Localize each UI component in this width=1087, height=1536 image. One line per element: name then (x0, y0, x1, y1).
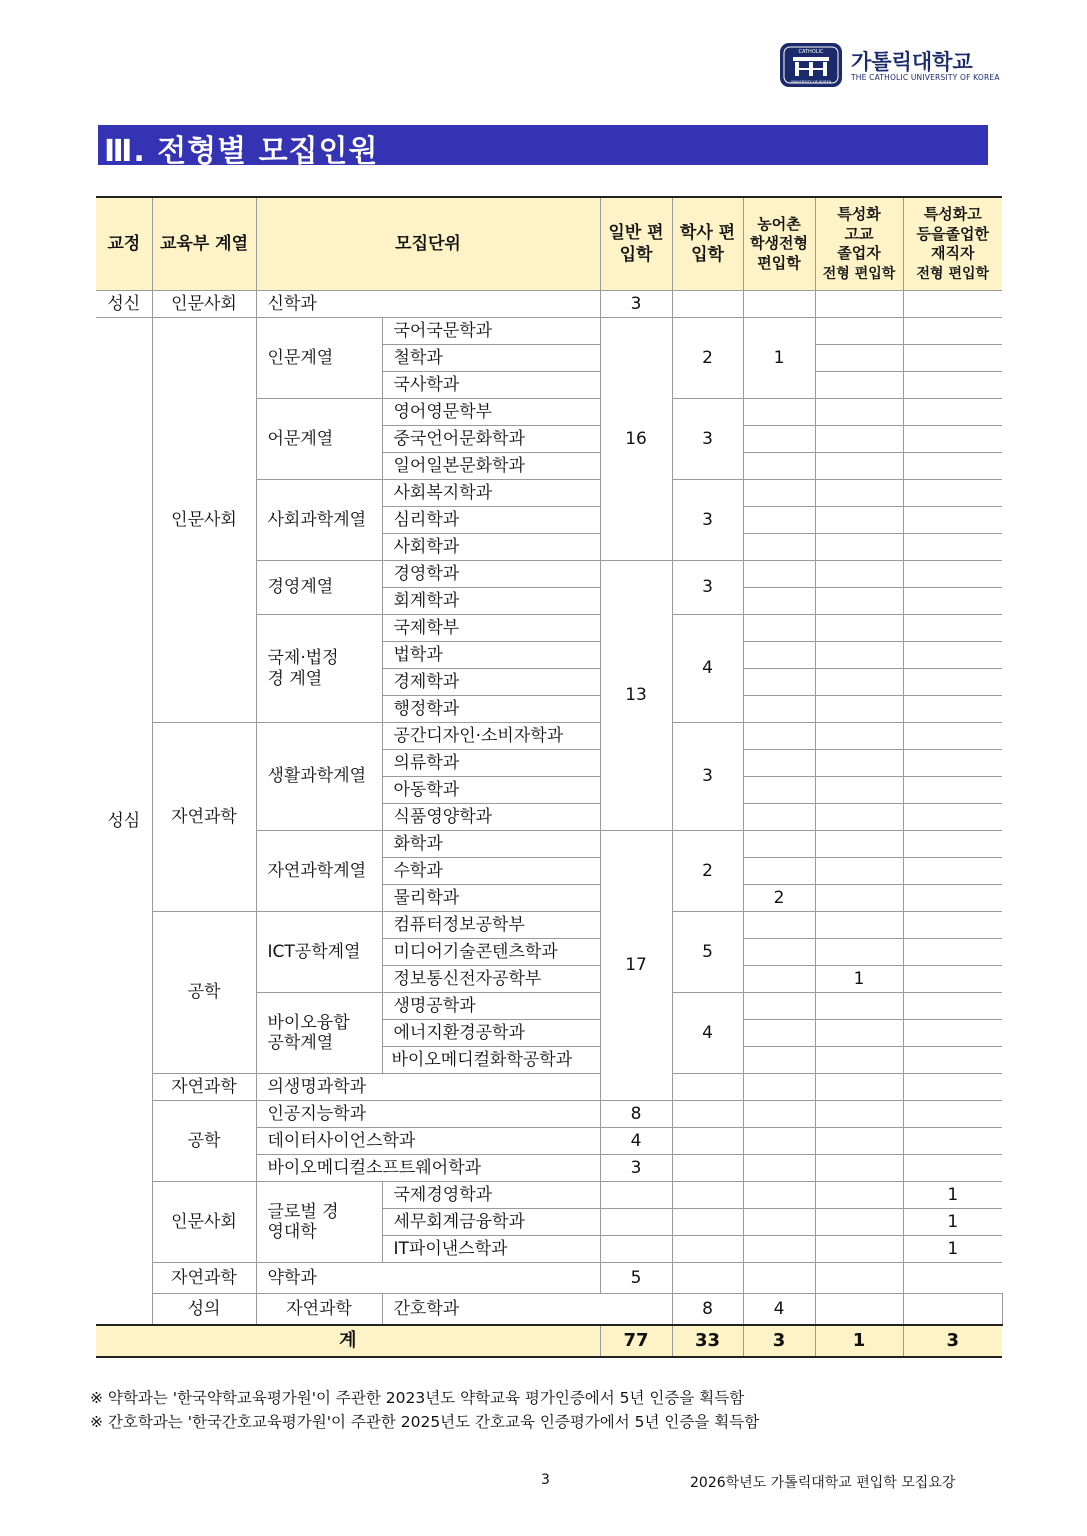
value-cell (815, 939, 903, 966)
value-cell: 4 (600, 1128, 672, 1155)
dept-cell: 의류학과 (382, 750, 600, 777)
value-cell (815, 885, 903, 912)
value-cell (903, 669, 1002, 696)
value-cell (672, 1155, 743, 1182)
value-cell: 4 (672, 615, 743, 723)
campus-cell: 성의 (152, 1294, 256, 1326)
dept-cell: 경제학과 (382, 669, 600, 696)
value-cell (903, 426, 1002, 453)
value-cell (903, 507, 1002, 534)
value-cell (815, 480, 903, 507)
value-cell (743, 1155, 815, 1182)
value-cell (903, 1128, 1002, 1155)
header-rural-line2: 학생전형 (750, 234, 808, 253)
value-cell: 17 (600, 831, 672, 1101)
dept-cell: 식품영양학과 (382, 804, 600, 831)
value-cell (743, 588, 815, 615)
value-cell (815, 750, 903, 777)
dept-cell: 미디어기술콘텐츠학과 (382, 939, 600, 966)
table-row (96, 1263, 1002, 1294)
dept-cell: 공간디자인·소비자학과 (382, 723, 600, 750)
footnote-pharmacy: ※ 약학과는 '한국약학교육평가원'이 주관한 2023년도 약학교육 평가인증에서 5년 인증을 획득함 (90, 1389, 745, 1407)
recruitment-table (96, 196, 1002, 1358)
value-cell (743, 858, 815, 885)
page-number: 3 (541, 1472, 550, 1488)
value-cell (815, 345, 903, 372)
dept-cell: 생명공학과 (382, 993, 600, 1020)
value-cell: 8 (600, 1101, 672, 1128)
total-employed: 3 (903, 1325, 1002, 1357)
value-cell (815, 291, 903, 318)
value-cell (672, 1263, 743, 1294)
field-cell: 자연과학 (152, 1263, 256, 1294)
dept-cell: 국제경영학과 (382, 1182, 600, 1209)
value-cell (743, 1236, 815, 1263)
value-cell (903, 399, 1002, 426)
value-cell (743, 453, 815, 480)
dept-cell: 국제학부 (382, 615, 600, 642)
dept-cell: 영어영문학부 (382, 399, 600, 426)
value-cell (743, 804, 815, 831)
value-cell (815, 669, 903, 696)
header-voc-line1: 특성화 (837, 205, 881, 223)
value-cell (815, 507, 903, 534)
value-cell (903, 777, 1002, 804)
value-cell (815, 426, 903, 453)
value-cell: 3 (600, 1155, 672, 1182)
dept-cell: 경영학과 (382, 561, 600, 588)
total-bachelor: 33 (672, 1325, 743, 1357)
value-cell (903, 480, 1002, 507)
campus-cell: 성심 (96, 318, 152, 1326)
table-row (96, 291, 1002, 318)
value-cell (743, 399, 815, 426)
university-seal-icon (779, 42, 843, 88)
value-cell (903, 642, 1002, 669)
value-cell (903, 858, 1002, 885)
value-cell (743, 1047, 815, 1074)
value-cell (815, 1209, 903, 1236)
value-cell (672, 1128, 743, 1155)
dept-cell: 물리학과 (382, 885, 600, 912)
value-cell: 13 (600, 561, 672, 831)
dept-cell: 철학과 (382, 345, 600, 372)
header-bachelor-transfer: 학사 편입학 (672, 197, 743, 291)
value-cell (903, 1047, 1002, 1074)
total-row (96, 1325, 1002, 1357)
university-logo (779, 42, 1000, 88)
value-cell (903, 750, 1002, 777)
value-cell (672, 1182, 743, 1209)
value-cell (743, 291, 815, 318)
dept-cell: 국어국문학과 (382, 318, 600, 345)
value-cell (903, 1155, 1002, 1182)
table-row (96, 1294, 1002, 1326)
value-cell (743, 615, 815, 642)
value-cell (815, 318, 903, 345)
value-cell (743, 1020, 815, 1047)
value-cell: 1 (903, 1182, 1002, 1209)
dept-cell: 회계학과 (382, 588, 600, 615)
section-title-banner (98, 125, 988, 169)
value-cell (600, 1209, 672, 1236)
table-row (96, 318, 1002, 345)
university-name-korean: 가톨릭대학교 (851, 50, 973, 74)
value-cell: 5 (672, 912, 743, 993)
dept-cell: 사회복지학과 (382, 480, 600, 507)
value-cell: 3 (672, 561, 743, 615)
total-general: 77 (600, 1325, 672, 1357)
header-emp-line4: 전형 편입학 (916, 265, 990, 282)
value-cell (815, 831, 903, 858)
value-cell (815, 1047, 903, 1074)
group-cell: 자연과학계열 (256, 831, 382, 912)
dept-cell: 세무회계금융학과 (382, 1209, 600, 1236)
footnotes (90, 1386, 759, 1434)
dept-cell: 의생명과학과 (256, 1074, 600, 1101)
value-cell (743, 1209, 815, 1236)
header-employed-graduate (903, 197, 1002, 291)
dept-cell: IT파이낸스학과 (382, 1236, 600, 1263)
value-cell (903, 1074, 1002, 1101)
dept-cell: 바이오메디컬화학공학과 (382, 1047, 600, 1074)
group-cell: 사회과학계열 (256, 480, 382, 561)
value-cell: 3 (600, 291, 672, 318)
value-cell (743, 1101, 815, 1128)
value-cell (743, 777, 815, 804)
value-cell (672, 1236, 743, 1263)
value-cell (743, 534, 815, 561)
dept-cell: 컴퓨터정보공학부 (382, 912, 600, 939)
table-row (96, 1101, 1002, 1128)
value-cell (743, 642, 815, 669)
value-cell (743, 480, 815, 507)
field-cell: 자연과학 (256, 1294, 382, 1326)
dept-cell: 국사학과 (382, 372, 600, 399)
dept-cell: 신학과 (256, 291, 600, 318)
field-cell: 인문사회 (152, 318, 256, 723)
total-label: 계 (96, 1325, 600, 1357)
seal-text: CATHOLIC (798, 49, 824, 55)
value-cell: 1 (743, 318, 815, 399)
value-cell (903, 372, 1002, 399)
value-cell (743, 1074, 815, 1101)
dept-cell: 심리학과 (382, 507, 600, 534)
dept-cell: 사회학과 (382, 534, 600, 561)
value-cell (903, 723, 1002, 750)
dept-cell: 법학과 (382, 642, 600, 669)
value-cell (743, 750, 815, 777)
value-cell (600, 1182, 672, 1209)
table-row (96, 1074, 1002, 1101)
value-cell (903, 345, 1002, 372)
value-cell (815, 1101, 903, 1128)
value-cell (815, 399, 903, 426)
value-cell (903, 912, 1002, 939)
value-cell: 1 (903, 1236, 1002, 1263)
value-cell (743, 1128, 815, 1155)
value-cell (815, 1155, 903, 1182)
value-cell (743, 669, 815, 696)
svg-text:UNIVERSITY OF KOREA: UNIVERSITY OF KOREA (790, 80, 832, 84)
university-name-english: THE CATHOLIC UNIVERSITY OF KOREA (851, 73, 1000, 82)
value-cell (815, 858, 903, 885)
group-cell: 생활과학계열 (256, 723, 382, 831)
value-cell (815, 1263, 903, 1294)
total-rural: 3 (743, 1325, 815, 1357)
dept-cell: 에너지환경공학과 (382, 1020, 600, 1047)
group-cell: ICT공학계열 (256, 912, 382, 993)
value-cell: 5 (600, 1263, 672, 1294)
value-cell (903, 939, 1002, 966)
value-cell (815, 1294, 903, 1326)
value-cell (903, 453, 1002, 480)
header-emp-line3: 재직자 (931, 244, 975, 262)
value-cell (903, 966, 1002, 993)
value-cell (815, 534, 903, 561)
value-cell (903, 534, 1002, 561)
value-cell (672, 291, 743, 318)
group-cell: 어문계열 (256, 399, 382, 480)
value-cell: 3 (672, 723, 743, 831)
group-cell: 국제·법정경 계열 (256, 615, 382, 723)
value-cell (743, 507, 815, 534)
value-cell (743, 696, 815, 723)
value-cell (743, 966, 815, 993)
header-general-transfer: 일반 편입학 (600, 197, 672, 291)
value-cell: 1 (815, 966, 903, 993)
value-cell (903, 318, 1002, 345)
section-title: Ⅲ. 전형별 모집인원 (104, 134, 379, 169)
value-cell (743, 426, 815, 453)
group-cell: 글로벌 경영대학 (256, 1182, 382, 1263)
value-cell (743, 939, 815, 966)
value-cell (903, 831, 1002, 858)
field-cell: 자연과학 (152, 1074, 256, 1101)
value-cell (903, 561, 1002, 588)
header-emp-line1: 특성화고 (923, 205, 982, 223)
header-rural-line3: 편입학 (757, 253, 801, 272)
dept-cell: 인공지능학과 (256, 1101, 600, 1128)
value-cell (903, 696, 1002, 723)
value-cell (903, 1020, 1002, 1047)
value-cell (903, 885, 1002, 912)
field-cell: 자연과학 (152, 723, 256, 912)
value-cell: 3 (672, 480, 743, 561)
field-cell: 공학 (152, 1101, 256, 1182)
value-cell: 2 (743, 885, 815, 912)
value-cell: 4 (672, 993, 743, 1074)
dept-cell: 바이오메디컬소프트웨어학과 (256, 1155, 600, 1182)
value-cell (815, 1182, 903, 1209)
dept-cell: 약학과 (256, 1263, 600, 1294)
field-cell: 인문사회 (152, 291, 256, 318)
dept-cell: 간호학과 (382, 1294, 672, 1326)
table-header-row (96, 197, 1002, 291)
value-cell (903, 1263, 1002, 1294)
header-field: 교육부 계열 (152, 197, 256, 291)
value-cell: 4 (743, 1294, 815, 1326)
value-cell (903, 993, 1002, 1020)
value-cell: 16 (600, 318, 672, 561)
header-vocational-graduate (815, 197, 903, 291)
header-unit: 모집단위 (256, 197, 600, 291)
group-cell: 인문계열 (256, 318, 382, 399)
dept-cell: 데이터사이언스학과 (256, 1128, 600, 1155)
value-cell (743, 831, 815, 858)
value-cell (903, 1101, 1002, 1128)
table-row (96, 1182, 1002, 1209)
dept-cell: 정보통신전자공학부 (382, 966, 600, 993)
value-cell (743, 1182, 815, 1209)
value-cell (815, 453, 903, 480)
value-cell (903, 1294, 1002, 1326)
dept-cell: 화학과 (382, 831, 600, 858)
group-cell: 경영계열 (256, 561, 382, 615)
dept-cell: 아동학과 (382, 777, 600, 804)
value-cell (903, 615, 1002, 642)
value-cell (743, 1263, 815, 1294)
footnote-nursing: ※ 간호학과는 '한국간호교육평가원'이 주관한 2025년도 간호교육 인증평가에서 5년 인증을 획득함 (90, 1413, 760, 1431)
dept-cell: 일어일본문화학과 (382, 453, 600, 480)
value-cell (743, 912, 815, 939)
value-cell: 2 (672, 831, 743, 912)
value-cell (672, 1074, 743, 1101)
value-cell (815, 642, 903, 669)
dept-cell: 행정학과 (382, 696, 600, 723)
value-cell (672, 1101, 743, 1128)
value-cell (815, 372, 903, 399)
value-cell (743, 561, 815, 588)
dept-cell: 수학과 (382, 858, 600, 885)
value-cell (903, 588, 1002, 615)
value-cell: 8 (672, 1294, 743, 1326)
header-voc-line3: 졸업자 (837, 244, 881, 262)
header-rural-line1: 농어촌 (757, 214, 801, 233)
value-cell (903, 291, 1002, 318)
value-cell (815, 561, 903, 588)
table-row (96, 723, 1002, 750)
value-cell (815, 723, 903, 750)
value-cell (903, 804, 1002, 831)
group-cell: 바이오융합 공학계열 (256, 993, 382, 1074)
value-cell (815, 588, 903, 615)
total-vocational: 1 (815, 1325, 903, 1357)
value-cell (815, 615, 903, 642)
value-cell: 2 (672, 318, 743, 399)
value-cell (743, 723, 815, 750)
value-cell (815, 912, 903, 939)
header-voc-line4: 전형 편입학 (822, 265, 896, 282)
value-cell (672, 1209, 743, 1236)
value-cell (815, 1074, 903, 1101)
header-campus: 교정 (96, 197, 152, 291)
campus-cell: 성신 (96, 291, 152, 318)
field-cell: 인문사회 (152, 1182, 256, 1263)
value-cell (743, 993, 815, 1020)
header-voc-line2: 고교 (844, 224, 874, 243)
value-cell: 3 (672, 399, 743, 480)
value-cell (815, 993, 903, 1020)
field-cell: 공학 (152, 912, 256, 1074)
value-cell: 1 (903, 1209, 1002, 1236)
document-footer-title: 2026학년도 가톨릭대학교 편입학 모집요강 (690, 1475, 956, 1491)
value-cell (815, 804, 903, 831)
dept-cell: 중국언어문화학과 (382, 426, 600, 453)
value-cell (815, 777, 903, 804)
value-cell (815, 1128, 903, 1155)
value-cell (815, 1020, 903, 1047)
value-cell (600, 1236, 672, 1263)
header-rural-transfer (743, 197, 815, 291)
table-row (96, 912, 1002, 939)
value-cell (815, 696, 903, 723)
header-emp-line2: 등을졸업한 (916, 224, 989, 243)
value-cell (815, 1236, 903, 1263)
